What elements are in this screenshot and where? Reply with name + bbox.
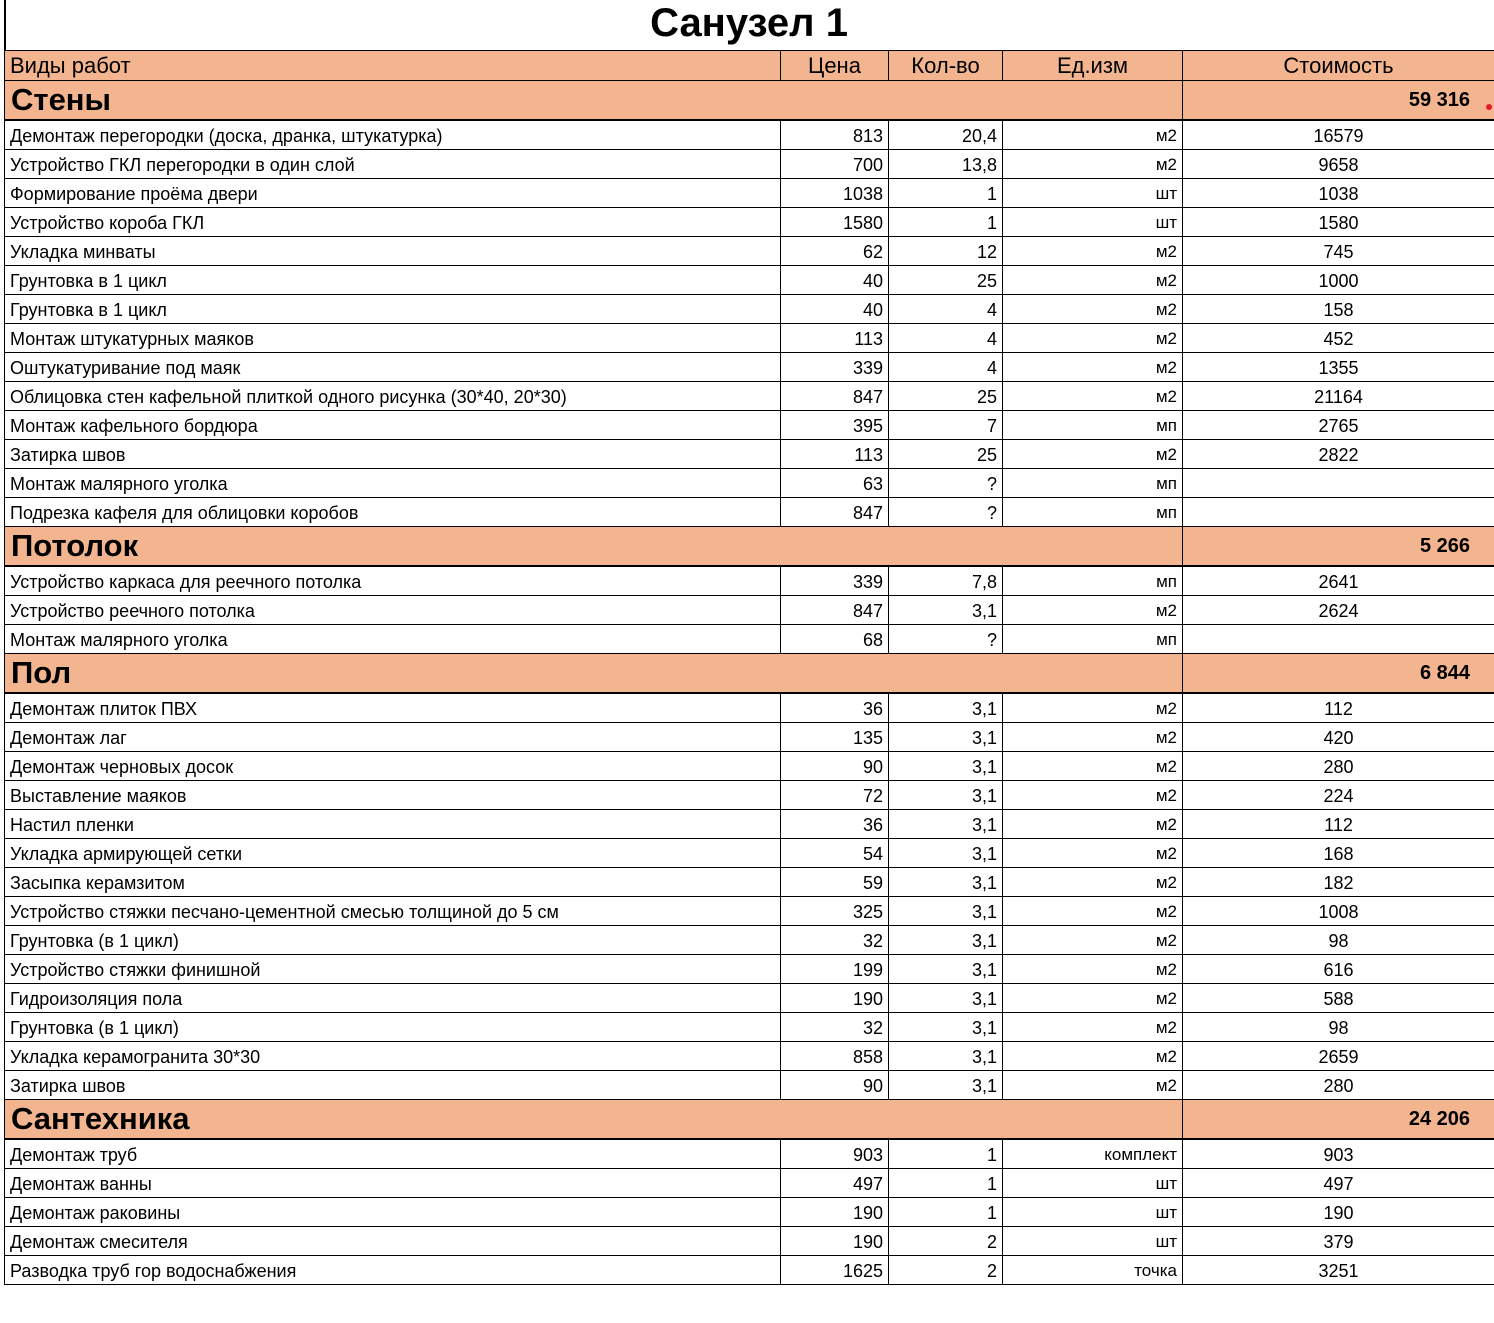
table-row [5, 1198, 1494, 1227]
cell-qty[interactable]: ? [889, 625, 1003, 654]
cell-work-name[interactable]: Подрезка кафеля для облицовки коробов [5, 498, 781, 527]
cell-cost[interactable]: 112 [1183, 810, 1494, 839]
cell-unit[interactable]: шт [1003, 179, 1183, 208]
cell-qty[interactable]: 25 [889, 440, 1003, 469]
table-row [5, 752, 1494, 781]
cell-price[interactable]: 190 [781, 1227, 889, 1256]
cell-qty[interactable]: 3,1 [889, 897, 1003, 926]
cell-price[interactable]: 40 [781, 295, 889, 324]
cell-unit[interactable]: м2 [1003, 120, 1183, 150]
table-row [5, 566, 1494, 596]
cell-qty[interactable]: 7,8 [889, 566, 1003, 596]
cell-cost[interactable]: 745 [1183, 237, 1494, 266]
column-header-row [5, 51, 1494, 81]
cell-price[interactable]: 847 [781, 596, 889, 625]
cell-qty[interactable]: 3,1 [889, 723, 1003, 752]
cell-price[interactable]: 325 [781, 897, 889, 926]
cell-price[interactable]: 62 [781, 237, 889, 266]
table-row [5, 469, 1494, 498]
cell-cost[interactable]: 21164 [1183, 382, 1494, 411]
cell-qty[interactable]: 25 [889, 266, 1003, 295]
column-header-name[interactable]: Виды работ [5, 51, 781, 81]
cell-qty[interactable]: 7 [889, 411, 1003, 440]
cell-unit[interactable]: м2 [1003, 324, 1183, 353]
cell-work-name[interactable]: Облицовка стен кафельной плиткой одного рисунка (30*40, 20*30) [5, 382, 781, 411]
table-row [5, 839, 1494, 868]
cell-price[interactable]: 54 [781, 839, 889, 868]
cell-cost[interactable]: 420 [1183, 723, 1494, 752]
cell-work-name[interactable]: Демонтаж ванны [5, 1169, 781, 1198]
cell-unit[interactable]: м2 [1003, 926, 1183, 955]
cell-work-name[interactable]: Устройство реечного потолка [5, 596, 781, 625]
table-row [5, 353, 1494, 382]
cell-cost[interactable]: 903 [1183, 1139, 1494, 1169]
cell-cost[interactable]: 1580 [1183, 208, 1494, 237]
cell-unit[interactable]: мп [1003, 498, 1183, 527]
cell-qty[interactable]: 3,1 [889, 1042, 1003, 1071]
cell-qty[interactable]: 3,1 [889, 984, 1003, 1013]
cell-work-name[interactable]: Оштукатуривание под маяк [5, 353, 781, 382]
table-row [5, 237, 1494, 266]
cell-unit[interactable]: м2 [1003, 237, 1183, 266]
cell-qty[interactable]: ? [889, 469, 1003, 498]
cell-price[interactable]: 190 [781, 984, 889, 1013]
cell-work-name[interactable]: Разводка труб гор водоснабжения [5, 1256, 781, 1285]
cell-cost[interactable]: 379 [1183, 1227, 1494, 1256]
table-row [5, 897, 1494, 926]
table-row [5, 781, 1494, 810]
table-row [5, 1071, 1494, 1100]
cell-cost[interactable]: 2659 [1183, 1042, 1494, 1071]
cell-cost[interactable]: 182 [1183, 868, 1494, 897]
table-row [5, 382, 1494, 411]
section-header-row [5, 654, 1494, 694]
table-row [5, 440, 1494, 469]
cell-price[interactable]: 32 [781, 1013, 889, 1042]
cell-unit[interactable]: м2 [1003, 810, 1183, 839]
cell-work-name[interactable]: Засыпка керамзитом [5, 868, 781, 897]
cell-price[interactable]: 113 [781, 440, 889, 469]
cell-qty[interactable]: 3,1 [889, 1071, 1003, 1100]
cell-cost[interactable]: 158 [1183, 295, 1494, 324]
cell-work-name[interactable]: Укладка керамогранита 30*30 [5, 1042, 781, 1071]
column-header-qty[interactable]: Кол-во [889, 51, 1003, 81]
cell-cost[interactable] [1183, 469, 1494, 498]
table-row [5, 295, 1494, 324]
cell-qty[interactable]: 2 [889, 1256, 1003, 1285]
cell-price[interactable]: 59 [781, 868, 889, 897]
cell-price[interactable]: 903 [781, 1139, 889, 1169]
cell-qty[interactable]: 3,1 [889, 1013, 1003, 1042]
cell-unit[interactable]: комплект [1003, 1139, 1183, 1169]
cell-unit[interactable]: мп [1003, 411, 1183, 440]
column-header-unit[interactable]: Ед.изм [1003, 51, 1183, 81]
cell-cost[interactable]: 98 [1183, 1013, 1494, 1042]
cell-qty[interactable]: 4 [889, 324, 1003, 353]
cell-unit[interactable]: м2 [1003, 752, 1183, 781]
cell-qty[interactable]: 12 [889, 237, 1003, 266]
cell-work-name[interactable]: Монтаж кафельного бордюра [5, 411, 781, 440]
section-title[interactable]: Пол [5, 654, 1183, 694]
cell-qty[interactable]: 3,1 [889, 810, 1003, 839]
cell-work-name[interactable]: Устройство стяжки песчано-цементной смесью толщиной до 5 см [5, 897, 781, 926]
column-header-price[interactable]: Цена [781, 51, 889, 81]
table-row [5, 411, 1494, 440]
cell-qty[interactable]: 3,1 [889, 868, 1003, 897]
cell-cost[interactable]: 280 [1183, 1071, 1494, 1100]
cell-work-name[interactable]: Укладка минваты [5, 237, 781, 266]
cell-qty[interactable]: 2 [889, 1227, 1003, 1256]
cell-cost[interactable]: 616 [1183, 955, 1494, 984]
table-row [5, 179, 1494, 208]
cell-unit[interactable]: м2 [1003, 955, 1183, 984]
cell-work-name[interactable]: Грунтовка в 1 цикл [5, 295, 781, 324]
cell-work-name[interactable]: Грунтовка в 1 цикл [5, 266, 781, 295]
cell-cost[interactable]: 224 [1183, 781, 1494, 810]
column-header-cost[interactable]: Стоимость [1183, 51, 1494, 81]
cell-cost[interactable]: 1355 [1183, 353, 1494, 382]
cell-cost[interactable]: 168 [1183, 839, 1494, 868]
cell-qty[interactable]: 3,1 [889, 781, 1003, 810]
cell-work-name[interactable]: Затирка швов [5, 1071, 781, 1100]
cell-cost[interactable]: 497 [1183, 1169, 1494, 1198]
cell-work-name[interactable]: Формирование проёма двери [5, 179, 781, 208]
cell-unit[interactable]: м2 [1003, 1013, 1183, 1042]
cell-work-name[interactable]: Демонтаж перегородки (доска, дранка, штукатурка) [5, 120, 781, 150]
cell-price[interactable]: 1625 [781, 1256, 889, 1285]
cell-qty[interactable]: 1 [889, 1169, 1003, 1198]
cell-price[interactable]: 847 [781, 498, 889, 527]
cell-price[interactable]: 700 [781, 150, 889, 179]
cell-unit[interactable]: м2 [1003, 781, 1183, 810]
cell-unit[interactable]: м2 [1003, 693, 1183, 723]
cell-cost[interactable]: 1008 [1183, 897, 1494, 926]
cell-qty[interactable]: 3,1 [889, 926, 1003, 955]
cell-unit[interactable]: шт [1003, 1227, 1183, 1256]
section-total[interactable]: 5 266 [1183, 527, 1494, 567]
section-title[interactable]: Потолок [5, 527, 1183, 567]
cell-price[interactable]: 339 [781, 353, 889, 382]
cell-unit[interactable]: м2 [1003, 353, 1183, 382]
table-row [5, 150, 1494, 179]
cell-cost[interactable]: 9658 [1183, 150, 1494, 179]
section-total[interactable]: 24 206 [1183, 1100, 1494, 1140]
cell-unit[interactable]: м2 [1003, 984, 1183, 1013]
cell-cost[interactable]: 2641 [1183, 566, 1494, 596]
cell-cost[interactable]: 2624 [1183, 596, 1494, 625]
section-title[interactable]: Стены [5, 81, 1183, 121]
cell-unit[interactable]: м2 [1003, 723, 1183, 752]
cell-price[interactable]: 1580 [781, 208, 889, 237]
cell-unit[interactable]: мп [1003, 625, 1183, 654]
cell-cost[interactable]: 1000 [1183, 266, 1494, 295]
cell-cost[interactable] [1183, 498, 1494, 527]
cell-price[interactable]: 90 [781, 1071, 889, 1100]
cell-unit[interactable]: м2 [1003, 868, 1183, 897]
section-header-row [5, 81, 1494, 121]
cell-price[interactable]: 68 [781, 625, 889, 654]
cell-unit[interactable]: м2 [1003, 1071, 1183, 1100]
cell-unit[interactable]: м2 [1003, 150, 1183, 179]
cell-work-name[interactable]: Демонтаж труб [5, 1139, 781, 1169]
cell-qty[interactable]: 3,1 [889, 596, 1003, 625]
cell-cost[interactable]: 452 [1183, 324, 1494, 353]
table-row [5, 596, 1494, 625]
table-row [5, 1042, 1494, 1071]
cell-price[interactable]: 36 [781, 810, 889, 839]
cell-work-name[interactable]: Демонтаж раковины [5, 1198, 781, 1227]
cell-qty[interactable]: 1 [889, 1139, 1003, 1169]
cell-qty[interactable]: 3,1 [889, 752, 1003, 781]
cell-work-name[interactable]: Демонтаж лаг [5, 723, 781, 752]
table-row [5, 1227, 1494, 1256]
cell-price[interactable]: 847 [781, 382, 889, 411]
cell-qty[interactable]: 3,1 [889, 839, 1003, 868]
cell-cost[interactable]: 1038 [1183, 179, 1494, 208]
cell-qty[interactable]: 25 [889, 382, 1003, 411]
cell-price[interactable]: 395 [781, 411, 889, 440]
cell-unit[interactable]: точка [1003, 1256, 1183, 1285]
table-row [5, 625, 1494, 654]
cell-cost[interactable]: 112 [1183, 693, 1494, 723]
estimate-table [4, 50, 1494, 1285]
cell-price[interactable]: 135 [781, 723, 889, 752]
cell-work-name[interactable]: Монтаж малярного уголка [5, 625, 781, 654]
cell-cost[interactable]: 280 [1183, 752, 1494, 781]
table-row [5, 120, 1494, 150]
cell-work-name[interactable]: Демонтаж черновых досок [5, 752, 781, 781]
cell-work-name[interactable]: Грунтовка (в 1 цикл) [5, 926, 781, 955]
cell-unit[interactable]: м2 [1003, 839, 1183, 868]
table-row [5, 1256, 1494, 1285]
cell-cost[interactable]: 16579 [1183, 120, 1494, 150]
cell-work-name[interactable]: Грунтовка (в 1 цикл) [5, 1013, 781, 1042]
cell-price[interactable]: 199 [781, 955, 889, 984]
cell-qty[interactable]: 20,4 [889, 120, 1003, 150]
cell-qty[interactable]: 3,1 [889, 955, 1003, 984]
section-title[interactable]: Сантехника [5, 1100, 1183, 1140]
cell-price[interactable]: 72 [781, 781, 889, 810]
cell-qty[interactable]: 3,1 [889, 693, 1003, 723]
cell-work-name[interactable]: Настил пленки [5, 810, 781, 839]
section-total[interactable]: 59 316 [1183, 81, 1494, 121]
cell-unit[interactable]: м2 [1003, 1042, 1183, 1071]
sheet-title: Санузел 1 [650, 1, 848, 45]
cell-work-name[interactable]: Устройство каркаса для реечного потолка [5, 566, 781, 596]
table-row [5, 810, 1494, 839]
table-row [5, 208, 1494, 237]
table-row [5, 1013, 1494, 1042]
section-total[interactable]: 6 844 [1183, 654, 1494, 694]
cell-unit[interactable]: шт [1003, 208, 1183, 237]
cell-unit[interactable]: шт [1003, 1198, 1183, 1227]
cell-qty[interactable]: 4 [889, 353, 1003, 382]
section-header-row [5, 527, 1494, 567]
cell-price[interactable]: 40 [781, 266, 889, 295]
cell-work-name[interactable]: Устройство стяжки финишной [5, 955, 781, 984]
table-row [5, 1139, 1494, 1169]
cell-work-name[interactable]: Монтаж штукатурных маяков [5, 324, 781, 353]
table-row [5, 498, 1494, 527]
cell-work-name[interactable]: Устройство короба ГКЛ [5, 208, 781, 237]
cell-cost[interactable]: 3251 [1183, 1256, 1494, 1285]
cell-work-name[interactable]: Затирка швов [5, 440, 781, 469]
cell-price[interactable]: 497 [781, 1169, 889, 1198]
cell-price[interactable]: 1038 [781, 179, 889, 208]
cell-work-name[interactable]: Выставление маяков [5, 781, 781, 810]
cell-price[interactable]: 339 [781, 566, 889, 596]
table-row [5, 868, 1494, 897]
cell-price[interactable]: 813 [781, 120, 889, 150]
comment-marker[interactable] [1486, 104, 1492, 110]
cell-qty[interactable]: 13,8 [889, 150, 1003, 179]
table-row [5, 723, 1494, 752]
cell-unit[interactable]: м2 [1003, 440, 1183, 469]
cell-cost[interactable]: 588 [1183, 984, 1494, 1013]
cell-price[interactable]: 32 [781, 926, 889, 955]
table-row [5, 955, 1494, 984]
cell-work-name[interactable]: Демонтаж плиток ПВХ [5, 693, 781, 723]
cell-work-name[interactable]: Монтаж малярного уголка [5, 469, 781, 498]
cell-qty[interactable]: 1 [889, 179, 1003, 208]
cell-price[interactable]: 113 [781, 324, 889, 353]
cell-work-name[interactable]: Демонтаж смесителя [5, 1227, 781, 1256]
cell-unit[interactable]: м2 [1003, 266, 1183, 295]
cell-work-name[interactable]: Гидроизоляция пола [5, 984, 781, 1013]
cell-work-name[interactable]: Укладка армирующей сетки [5, 839, 781, 868]
cell-unit[interactable]: м2 [1003, 596, 1183, 625]
cell-work-name[interactable]: Устройство ГКЛ перегородки в один слой [5, 150, 781, 179]
table-row [5, 324, 1494, 353]
table-row [5, 926, 1494, 955]
cell-cost[interactable]: 2822 [1183, 440, 1494, 469]
cell-qty[interactable]: 1 [889, 1198, 1003, 1227]
cell-cost[interactable] [1183, 625, 1494, 654]
cell-unit[interactable]: шт [1003, 1169, 1183, 1198]
cell-unit[interactable]: мп [1003, 469, 1183, 498]
section-header-row [5, 1100, 1494, 1140]
cell-qty[interactable]: 1 [889, 208, 1003, 237]
table-row [5, 693, 1494, 723]
cell-price[interactable]: 190 [781, 1198, 889, 1227]
cell-qty[interactable]: 4 [889, 295, 1003, 324]
cell-cost[interactable]: 98 [1183, 926, 1494, 955]
cell-cost[interactable]: 2765 [1183, 411, 1494, 440]
table-row [5, 1169, 1494, 1198]
cell-unit[interactable]: м2 [1003, 382, 1183, 411]
cell-cost[interactable]: 190 [1183, 1198, 1494, 1227]
table-row [5, 266, 1494, 295]
cell-qty[interactable]: ? [889, 498, 1003, 527]
cell-unit[interactable]: м2 [1003, 897, 1183, 926]
cell-price[interactable]: 36 [781, 693, 889, 723]
cell-unit[interactable]: мп [1003, 566, 1183, 596]
cell-price[interactable]: 63 [781, 469, 889, 498]
cell-unit[interactable]: м2 [1003, 295, 1183, 324]
cell-price[interactable]: 90 [781, 752, 889, 781]
cell-price[interactable]: 858 [781, 1042, 889, 1071]
table-row [5, 984, 1494, 1013]
